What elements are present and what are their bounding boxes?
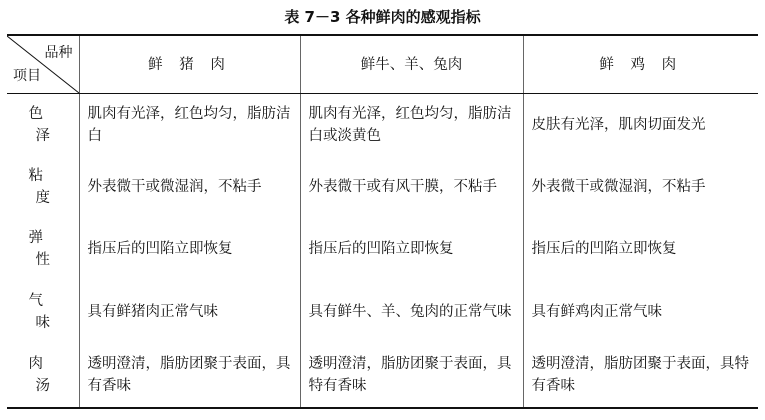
header-chicken: 鲜 鸡 肉 (523, 35, 758, 94)
header-pork: 鲜 猪 肉 (79, 35, 300, 94)
corner-header-cell (7, 35, 79, 94)
cell-beef-odor: 具有鲜牛、羊、兔肉的正常气味 (300, 281, 523, 344)
row-label-elasticity: 弹 性 (28, 230, 64, 268)
cell-pork-odor: 具有鲜猪肉正常气味 (79, 281, 300, 344)
table-row (7, 344, 758, 408)
row-label-broth: 肉 汤 (7, 344, 79, 408)
cell-pork-broth: 透明澄清，脂肪团聚于表面，具有香味 (79, 344, 300, 408)
header-beef-mutton-rabbit: 鲜牛、羊、兔肉 (300, 35, 523, 94)
cell-pork-elasticity: 指压后的凹陷立即恢复 (79, 218, 300, 281)
cell-chicken-elasticity: 指压后的凹陷立即恢复 (523, 218, 758, 281)
corner-label-variety: 品种 (44, 45, 73, 61)
cell-chicken-color: 皮肤有光泽，肌肉切面发光 (523, 94, 758, 156)
cell-pork-color: 肌肉有光泽，红色均匀，脂肪洁白 (79, 94, 300, 156)
cell-beef-color: 肌肉有光泽，红色均匀，脂肪洁白或淡黄色 (300, 94, 523, 156)
header-row (7, 35, 758, 94)
table-row (7, 156, 758, 218)
cell-beef-viscosity: 外表微干或有风干膜，不粘手 (300, 156, 523, 218)
cell-chicken-broth: 透明澄清，脂肪团聚于表面，具特有香味 (523, 344, 758, 408)
cell-pork-viscosity: 外表微干或微湿润，不粘手 (79, 156, 300, 218)
row-label-viscosity: 粘 度 (28, 167, 64, 206)
row-label-odor: 气 味 (28, 293, 64, 331)
cell-beef-broth: 透明澄清，脂肪团聚于表面，具特有香味 (300, 344, 523, 408)
row-label-color: 色 泽 (28, 105, 64, 144)
table-row (7, 94, 758, 156)
corner-label-item: 项目 (13, 68, 41, 84)
table-caption: 表 7－3 各种鲜肉的感观指标 (284, 8, 481, 26)
meat-sensory-table (7, 34, 758, 409)
table-row (7, 218, 758, 281)
cell-chicken-odor: 具有鲜鸡肉正常气味 (523, 281, 758, 344)
cell-chicken-viscosity: 外表微干或微湿润，不粘手 (523, 156, 758, 218)
table-row (7, 281, 758, 344)
cell-beef-elasticity: 指压后的凹陷立即恢复 (300, 218, 523, 281)
